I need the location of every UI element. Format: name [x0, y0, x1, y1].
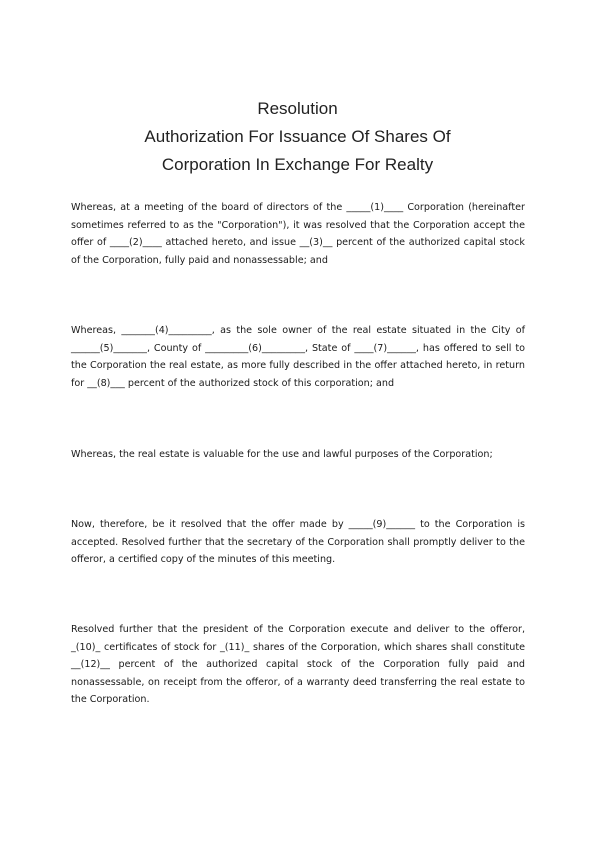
- title-line-1: Resolution: [257, 99, 338, 118]
- paragraph-now-therefore: Now, therefore, be it resolved that the offer made by _____(9)______ to the Corporation is accepted. Resolved further that the secretary of the Corporation shall promptly deliver to the offeror, a certified copy of the minutes of this meeting.: [71, 519, 525, 566]
- title-line-2: Authorization For Issuance Of Shares Of: [144, 127, 451, 146]
- paragraph-whereas-valuable: Whereas, the real estate is valuable for the use and lawful purposes of the Corporation;: [71, 449, 493, 460]
- paragraph-whereas-owner: Whereas, _______(4)_________, as the sole owner of the real estate situated in the City of ______(5)_______, County of _________(6)_________, State of ____(7)______, has offered to sell to the Corporation the real estate, as more fully described in the offer attached hereto, in return for __(8)___ percent of the authorized stock of this corporation; and: [71, 325, 525, 389]
- paragraph-whereas-meeting: Whereas, at a meeting of the board of directors of the _____(1)____ Corporation (hereinafter sometimes referred to as the "Corporation"), it was resolved that the Corporation accept the offer of ____(2)____ attached hereto, and issue __(3)__ percent of the authorized capital stock of the Corporation, fully paid and nonassessable; and: [71, 202, 525, 266]
- paragraph-resolved-further: Resolved further that the president of the Corporation execute and deliver to the offeror, _(10)_ certificates of stock for _(11)_ shares of the Corporation, which shares shall constitute __(12)__ percent of the authorized capital stock of the Corporation fully paid and nonassessable, on receipt from the offeror, of a warranty deed transferring the real estate to the Corporation.: [71, 624, 525, 706]
- title-line-3: Corporation In Exchange For Realty: [161, 155, 434, 174]
- document-title: [0, 95, 595, 179]
